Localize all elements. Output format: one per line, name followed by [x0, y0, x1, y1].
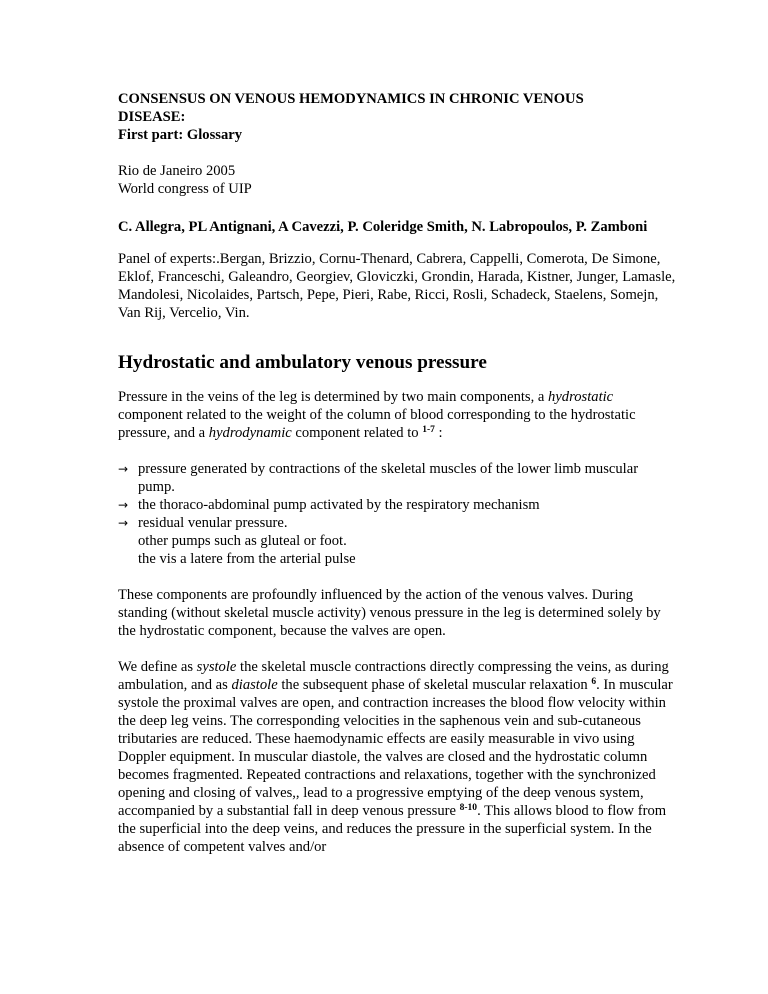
arrow-right-icon: → [118, 516, 129, 530]
italic-term: hydrostatic [548, 389, 614, 405]
document-page [118, 90, 678, 856]
expert-panel: Panel of experts:.Bergan, Brizzio, Cornu-Thenard, Cabrera, Cappelli, Comerota, De Simone, Eklof, Franceschi, Galeandro, Georgiev, Gloviczki, Grondin, Harada, Kistner, Junger, Lamasle, Mandolesi, Nicolaides, Partsch, Pepe, Pieri, Rabe, Ricci, Rosli, Schadeck, Staelens, Somejn, Van Rij, Vercelio, Vin. [118, 251, 676, 321]
list-item [118, 496, 678, 514]
list-item-text: residual venular pressure. [138, 515, 288, 531]
list-item [118, 460, 678, 496]
reference-superscript: 8-10 [459, 803, 478, 813]
event: World congress of UIP [118, 181, 252, 197]
text-run: component related to [291, 425, 423, 441]
list-item-text: the thoraco-abdominal pump activated by the respiratory mechanism [138, 497, 540, 513]
systole-paragraph [118, 658, 678, 856]
text-run: Pressure in the veins of the leg is determined by two main components, a [118, 389, 549, 405]
valves-paragraph: These components are profoundly influenced by the action of the venous valves. During standing (without skeletal muscle activity) venous pressure in the leg is determined solely by the hydrostatic component, because the valves are open. [118, 587, 661, 639]
italic-term: diastole [231, 677, 278, 693]
text-run: We define as [118, 659, 197, 675]
text-run: the subsequent phase of skeletal muscular relaxation [277, 677, 592, 693]
text-run: the skeletal muscle contractions directly compressing the veins, as during ambulation, and as [118, 659, 669, 693]
list-item-text: pressure generated by contractions of the skeletal muscles of the lower limb muscular pump. [138, 461, 639, 495]
text-run: component related to the weight of the column of blood corresponding to the hydrostatic pressure, and a [118, 407, 636, 441]
text-run: : [434, 425, 443, 441]
arrow-right-icon: → [118, 498, 129, 512]
list-item [118, 550, 678, 568]
list-item [118, 532, 678, 550]
intro-paragraph [118, 388, 678, 442]
text-run: . In muscular systole the proximal valves are open, and contraction increases the blood flow velocity within the deep leg veins. The corresponding velocities in the saphenous vein and sub-cutaneous tributaries are reduced. These haemodynamic effects are easily measurable in vivo using Doppler equipment. In muscular diastole, the valves are closed and the hydrostatic column becomes fragmented. Repeated contractions and relaxations, together with the synchronized opening and closing of valves,, lead to a progressive emptying of the deep venous system, accompanied by a substantial fall in deep venous pressure [118, 677, 673, 819]
reference-superscript: 1-7 [422, 425, 435, 435]
author-list: C. Allegra, PL Antignani, A Cavezzi, P. Coleridge Smith, N. Labropoulos, P. Zamboni [118, 219, 648, 235]
reference-superscript: 6 [591, 677, 597, 687]
subtitle: First part: Glossary [118, 127, 243, 143]
title-line: CONSENSUS ON VENOUS HEMODYNAMICS IN CHRONIC VENOUS [118, 91, 584, 107]
title-line: DISEASE: [118, 109, 186, 125]
document-title [118, 90, 678, 144]
list-item-text: other pumps such as gluteal or foot. [138, 533, 347, 549]
italic-term: systole [196, 659, 237, 675]
text-run: . This allows blood to flow from the superficial into the deep veins, and reduces the pressure in the superficial system. In the absence of competent valves and/or [118, 803, 667, 855]
location: Rio de Janeiro 2005 [118, 163, 236, 179]
arrow-right-icon: → [118, 462, 129, 476]
meeting-info [118, 162, 678, 198]
section-heading: Hydrostatic and ambulatory venous pressure [118, 352, 487, 373]
italic-term: hydrodynamic [208, 425, 292, 441]
list-item-text: the vis a latere from the arterial pulse [138, 551, 356, 567]
list-item [118, 514, 678, 532]
component-list [118, 460, 678, 568]
